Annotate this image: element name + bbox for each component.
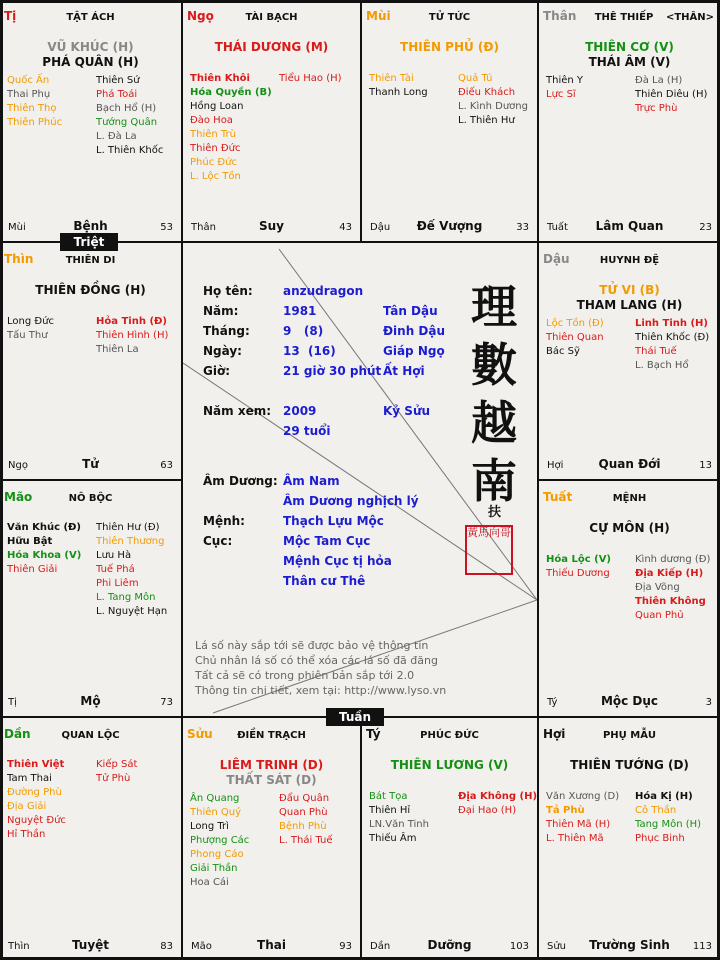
calligraphy-char: 理 [471,280,517,334]
star-list-right [96,758,137,786]
minor-star: Điếu Khách [458,87,516,98]
minor-star: Thiên Quý [190,807,242,818]
minor-star: LN.Văn Tinh [369,819,429,830]
palace-branch: Ngọ [187,9,214,23]
palace-footer [539,694,720,708]
star-list-left [369,790,429,846]
info-label: Tháng: [203,324,250,338]
notice-line: Chủ nhân lá số có thể xóa các lá số đã đăng [195,654,438,667]
minor-star: Thiên Thọ [7,103,57,114]
palace-cell [539,481,720,716]
minor-star: L. Đà La [96,131,137,142]
palace-branch: Dậu [543,252,570,266]
info-label: Họ tên: [203,284,253,298]
palace-name: TÀI BẠCH [245,12,298,23]
info-value: Mộc Tam Cục [283,534,371,548]
major-star: THAM LANG (H) [576,298,683,312]
minor-star: Quốc Ấn [7,75,50,86]
minor-star: Thiên Không [635,596,706,607]
info-value-canchi: Ất Hợi [383,364,425,378]
palace-name: TỬ TỨC [428,12,471,23]
life-stage: Đế Vượng [416,219,483,233]
minor-star: Đào Hoa [190,115,233,126]
life-stage: Quan Đới [598,457,661,471]
palace-name: PHỤ MẪU [602,730,657,741]
star-list-left [190,792,249,890]
major-star: TỬ VI (B) [599,283,660,297]
palace-cell [0,243,181,479]
info-value-canchi: Giáp Ngọ [383,344,445,358]
red-seal: 黃馬向哥 [465,525,513,575]
info-value: Thân cư Thê [283,574,366,588]
major-star: LIÊM TRINH (D) [219,758,324,772]
palace-footer [362,938,537,952]
info-label: Ngày: [203,344,242,358]
major-star: THIÊN LƯƠNG (V) [390,758,509,772]
age-number: 23 [699,222,712,233]
age-number: 93 [339,941,352,952]
palace-branch: Mão [4,490,33,504]
minor-star: Thiên La [96,344,139,355]
minor-star: Thiên Sứ [96,75,140,86]
minor-star: L. Thiên Hư [458,115,515,126]
minor-star: Thiên Trù [190,129,236,140]
notice-line: Lá số này sắp tới sẽ được bảo vệ thông tin [195,639,429,652]
age-number: 13 [699,460,712,471]
minor-star: Thiếu Âm [369,833,417,844]
minor-star: Địa Không (H) [458,791,537,802]
minor-star: Thiên Đức [190,143,241,154]
minor-star: Tiểu Hao (H) [279,73,342,84]
minor-star: Đà La (H) [635,75,683,86]
minor-star: Bát Tọa [369,791,408,802]
minor-star: Hỉ Thần [7,829,46,840]
minor-star: Ân Quang [190,793,240,804]
major-star: CỰ MÔN (H) [589,521,670,535]
star-list-right [458,72,528,128]
minor-star: Đẩu Quân [279,793,330,804]
palace-branch: Hợi [543,727,566,741]
minor-star: Thiên Tài [369,73,414,84]
minor-star: L. Kình Dương [458,101,528,112]
palace-cell [183,718,360,960]
minor-star: Thái Tuế [635,346,677,357]
minor-star: L. Thiên Mã [546,833,604,844]
minor-star: L. Bạch Hổ [635,360,689,371]
palace-branch: Sửu [187,727,213,741]
star-list-left [369,72,428,100]
age-number: 43 [339,222,352,233]
age-number: 63 [160,460,173,471]
minor-star: Thiên Thương [96,536,165,547]
major-star: THIÊN CƠ (V) [585,40,674,54]
life-stage: Trường Sinh [589,938,670,952]
info-value: 13 (16) [283,344,336,358]
major-star: THIÊN TƯỚNG (D) [570,758,689,772]
minor-star: Linh Tinh (H) [635,318,708,329]
palace-name: ĐIỀN TRẠCH [237,730,306,741]
age-number: 53 [160,222,173,233]
minor-star: Đại Hao (H) [458,805,517,816]
minor-star: L. Nguyệt Hạn [96,606,168,617]
minor-star: L. Tang Môn [96,592,156,603]
minor-star: Tang Môn (H) [635,819,702,830]
life-stage: Bệnh [73,219,108,233]
palace-cell [539,718,720,960]
calligraphy-char: 越 [471,396,517,450]
minor-star: Hỏa Tinh (Đ) [96,316,167,327]
minor-star: Địa Võng [635,582,680,593]
minor-star: Văn Khúc (Đ) [7,522,82,533]
minor-star: Long Trì [190,821,229,832]
info-label: Mệnh: [203,514,245,528]
body-marker: <THÂN> [665,12,714,23]
life-stage: Tử [82,457,99,471]
minor-star: Cô Thần [635,805,677,816]
palace-cell [362,718,537,960]
minor-star: Thiên Khốc (Đ) [635,332,710,343]
star-list-left [7,315,54,343]
palace-footer [0,694,181,708]
star-list-right [96,74,163,158]
minor-star: Lộc Tồn (Đ) [546,318,604,329]
life-stage: Suy [258,219,284,233]
palace-name: QUAN LỘC [61,730,120,741]
info-label: Cục: [203,534,233,548]
minor-star: Phúc Đức [190,157,237,168]
stage-branch: Dậu [370,222,391,233]
star-list-left [546,790,619,846]
palace-footer [183,219,360,233]
life-stage: Mộ [80,694,101,708]
life-stage: Lâm Quan [595,219,664,233]
minor-star: Bạch Hổ (H) [96,103,157,114]
minor-star: Thiên Y [546,75,584,86]
palace-cell [0,0,181,241]
palace-branch: Tị [4,9,17,23]
minor-star: Thiên Hình (H) [96,330,169,341]
palace-footer [539,457,720,471]
stage-branch: Dần [370,941,391,952]
minor-star: Phục Binh [635,833,685,844]
minor-star: Trực Phù [635,103,678,114]
info-value-canchi: Đinh Dậu [383,324,446,338]
minor-star: Bác Sỹ [546,346,580,357]
stage-branch: Mão [191,941,212,952]
minor-star: Kiếp Sát [96,759,138,770]
minor-star: Thiên Mã (H) [546,819,611,830]
minor-star: Tử Phù [96,773,131,784]
minor-star: Quan Phủ [635,610,684,621]
minor-star: Thiên Khôi [190,73,250,84]
palace-cell [183,0,360,241]
minor-star: Hóa Kị (H) [635,791,693,802]
palace-branch: Tuất [543,490,573,504]
stage-branch: Tý [547,697,558,708]
palace-footer [0,938,181,952]
palace-name: TẬT ÁCH [66,12,115,23]
minor-star: Thiên Phúc [7,117,63,128]
minor-star: Hoa Cái [190,877,229,888]
minor-star: Thiên Hỉ [369,805,411,816]
info-value: Mệnh Cục tị hỏa [283,554,392,568]
palace-footer [183,938,360,952]
palace-footer [362,219,537,233]
minor-star: Thiếu Dương [546,568,610,579]
minor-star: Nguyệt Đức [7,815,66,826]
life-stage: Thai [257,938,286,952]
palace-name: NÔ BỘC [68,493,113,504]
minor-star: Lực Sĩ [546,89,576,100]
palace-name: PHÚC ĐỨC [420,730,479,741]
age-number: 103 [509,941,529,952]
star-list-right [635,790,701,846]
life-stage: Mộc Dục [600,694,659,708]
minor-star: Địa Giải [7,801,47,812]
info-value: 2009 [283,404,317,418]
info-label: Năm: [203,304,239,318]
info-value: Thạch Lựu Mộc [283,514,384,528]
age-number: 33 [516,222,529,233]
info-value: anzudragon [283,284,364,298]
minor-star: Thiên Giải [7,564,58,575]
info-value: Âm Nam [283,474,340,488]
minor-star: L. Thái Tuế [279,835,333,846]
notice-line: Tất cả sẽ có trong phiên bản sắp tới 2.0 [195,669,415,682]
calligraphy-char: 南 [471,454,517,508]
info-value: 1981 [283,304,317,318]
palace-cell [0,481,181,716]
minor-star: Hóa Quyền (B) [190,87,272,98]
minor-star: Hóa Khoa (V) [7,550,82,561]
calligraphy-small: 扶 [488,505,502,520]
minor-star: Lưu Hà [96,550,132,561]
info-value-canchi: Tân Dậu [383,304,438,318]
minor-star: Hồng Loan [190,101,244,112]
palace-footer [539,938,720,952]
minor-star: L. Lộc Tồn [190,171,241,182]
minor-star: Phi Liêm [96,578,139,589]
star-list-right [635,317,709,373]
major-star: THIÊN ĐỒNG (H) [35,283,146,297]
stage-branch: Sửu [547,941,567,952]
stage-branch: Thân [191,222,216,233]
minor-star: Thiên Hư (Đ) [96,522,160,533]
palace-branch: Mùi [366,9,391,23]
palace-branch: Tý [366,727,381,741]
major-star: THẤT SÁT (D) [226,773,317,787]
minor-star: Tấu Thư [7,330,48,341]
info-label: Âm Dương: [203,474,278,488]
info-value: 21 giờ 30 phút [283,364,382,378]
stage-branch: Ngọ [8,460,28,471]
minor-star: Văn Xương (D) [546,791,620,802]
minor-star: Phượng Các [190,835,250,846]
notice-line: Thông tin chi tiết, xem tại: http://www.lyso.vn [195,684,447,697]
life-stage: Tuyệt [71,938,110,952]
stage-branch: Mùi [8,222,26,233]
star-list-left [7,758,66,842]
minor-star: Tả Phù [546,805,585,816]
palace-cell [0,718,181,960]
age-number: 83 [160,941,173,952]
major-star: VŨ KHÚC (H) [47,40,134,54]
palace-branch: Dần [4,727,31,741]
minor-star: Quả Tú [458,73,493,84]
calligraphy-char: 數 [471,338,517,392]
minor-star: Phá Toái [96,89,138,100]
info-label: Giờ: [203,364,231,378]
minor-star: L. Thiên Khốc [96,145,164,156]
palace-branch: Thân [543,9,577,23]
minor-star: Thai Phụ [7,89,51,100]
palace-cell [539,0,720,241]
palace-cell [539,243,720,479]
star-list-left [7,521,81,577]
age-number: 113 [692,941,712,952]
star-list-left [190,72,272,184]
life-stage: Dưỡng [427,938,472,952]
star-list-right [635,74,707,116]
minor-star: Bệnh Phù [279,821,327,832]
minor-star: Thiên Diêu (H) [635,89,708,100]
star-list-right [635,553,710,623]
stage-branch: Tị [8,697,17,708]
minor-star: Tướng Quân [96,117,158,128]
palace-branch: Thìn [4,252,34,266]
center-panel [183,243,537,717]
star-list-right [279,792,333,848]
palace-footer [0,457,181,471]
minor-star: Đường Phù [7,787,62,798]
star-list-left [546,553,611,581]
major-star: THÁI DƯƠNG (M) [214,40,329,54]
minor-star: Kình dương (Đ) [635,554,711,565]
stage-branch: Thìn [8,941,30,952]
info-value-canchi: Kỷ Sửu [383,404,431,418]
stage-branch: Tuất [547,222,568,233]
palace-name: MỆNH [612,493,647,504]
minor-star: Thiên Quan [546,332,604,343]
info-value: 29 tuổi [283,424,331,438]
triet-tag: Triệt [60,233,118,251]
palace-cell [362,0,537,241]
minor-star: Thiên Việt [7,759,65,770]
major-star: THÁI ÂM (V) [588,55,671,69]
major-star: THIÊN PHỦ (Đ) [400,40,499,54]
minor-star: Quan Phù [279,807,328,818]
minor-star: Hóa Lộc (V) [546,554,611,565]
info-value: Âm Dương nghịch lý [283,494,419,508]
star-list-left [546,317,604,359]
tuan-tag: Tuần [326,708,384,726]
palace-footer [539,219,720,233]
info-value: 9 (8) [283,324,324,338]
star-list-left [7,74,62,130]
age-number: 3 [705,697,712,708]
minor-star: Long Đức [7,316,54,327]
minor-star: Giải Thần [190,863,238,874]
minor-star: Tuế Phá [96,564,135,575]
star-list-right [279,72,342,86]
minor-star: Hữu Bật [7,536,53,547]
palace-name: HUYNH ĐỆ [599,255,660,266]
star-list-right [96,315,168,357]
stage-branch: Hợi [547,460,564,471]
minor-star: Phong Cáo [190,849,244,860]
star-list-right [458,790,537,818]
age-number: 73 [160,697,173,708]
major-star: PHÁ QUÂN (H) [42,55,139,69]
star-list-left [546,74,583,102]
star-list-right [96,521,167,619]
minor-star: Thanh Long [369,87,428,98]
minor-star: Địa Kiếp (H) [635,568,704,579]
palace-name: THÊ THIẾP [594,12,654,23]
palace-name: THIÊN DI [65,255,116,266]
info-label: Năm xem: [203,404,272,418]
palace-footer [0,219,181,233]
minor-star: Tam Thai [7,773,52,784]
